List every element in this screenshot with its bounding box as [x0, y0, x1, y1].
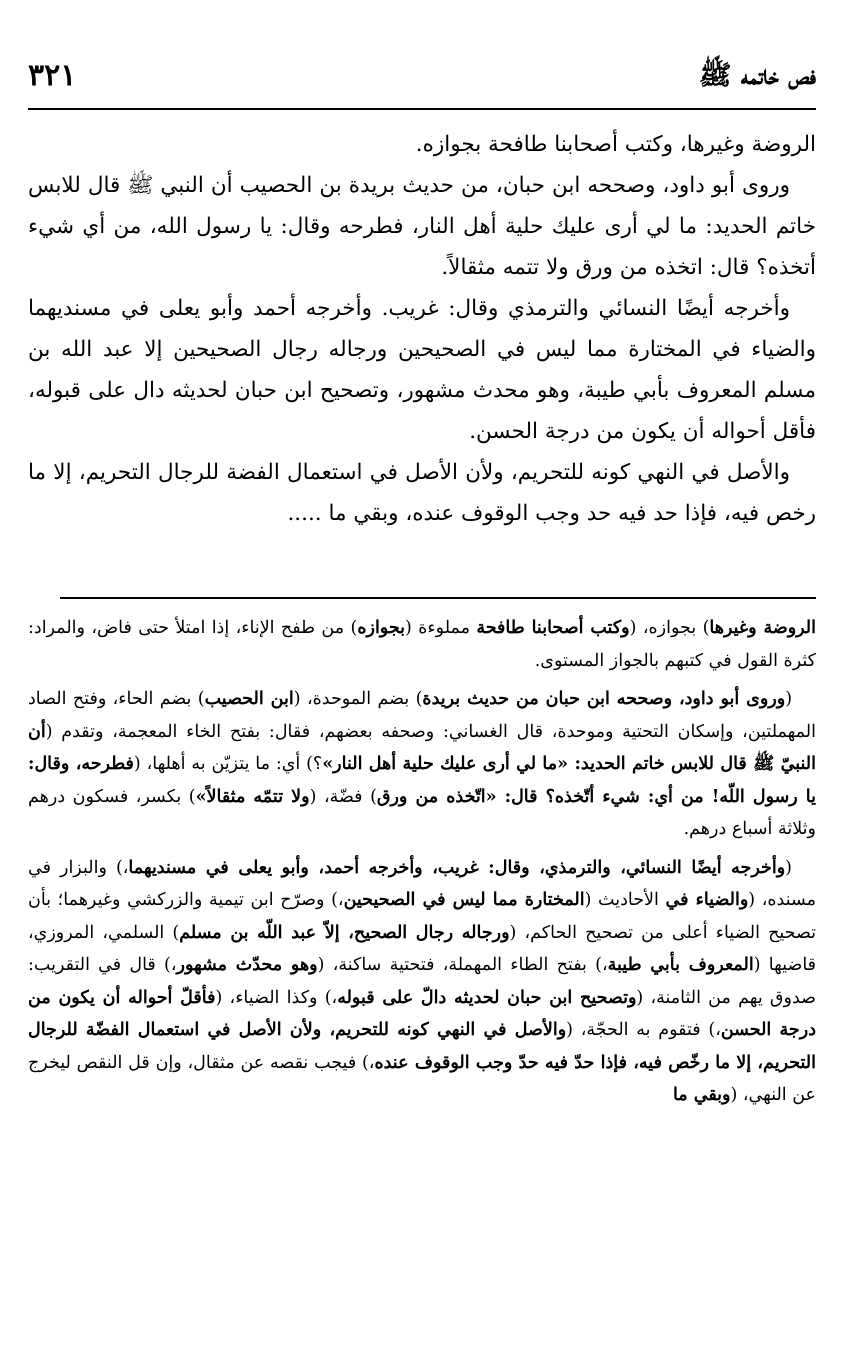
commentary-quoted-text: وأخرجه أيضًا النسائي، والترمذي، وقال: غريب، وأخرجه أحمد، وأبو يعلى في مسنديهما: [128, 857, 786, 878]
commentary-text: ) بكسر، فسكون درهم وثلاثة أسباع درهم.: [28, 786, 816, 839]
commentary-quoted-text: المعروف بأبي طيبة: [607, 955, 754, 975]
commentary-quoted-text: وتصحيح ابن حبان لحديثه دالّ على قبوله: [337, 987, 637, 1008]
commentary-quoted-text: فأقلّ أحواله أن يكون من درجة الحسن: [28, 987, 816, 1040]
commentary-quoted-text: والأصل في النهي كونه للتحريم، ولأن الأصل في استعمال الفضّة للرجال التحريم، إلا ما رخّص فيه، فإذا حدّ فيه حدّ وجب الوقوف عنده: [28, 1020, 816, 1073]
commentary-quoted-text: وهو محدّث مشهور: [176, 955, 318, 975]
commentary-quoted-text: المختارة مما ليس في الصحيحين: [343, 890, 585, 910]
commentary-quoted-text: بجوازه: [357, 618, 406, 638]
commentary-text: الأحاديث (: [584, 890, 666, 910]
commentary-text: مملوءة (: [405, 618, 477, 638]
commentary-text: (: [785, 689, 793, 709]
commentary-text: ) فضّة، (: [309, 786, 377, 807]
commentary-text: ،) والبزار في مسنده، (: [28, 857, 816, 910]
header-divider: [28, 108, 816, 110]
commentary-paragraph: [28, 852, 816, 1112]
commentary-quoted-text: الروضة وغيرها: [709, 618, 816, 638]
main-paragraph: وأخرجه أيضًا النسائي والترمذي وقال: غريب. وأخرجه أحمد وأبو يعلى في مسنديهما والضياء في المختارة مما ليس في الصحيحين ورجاله رجال الصحيحين إلا عبد الله بن مسلم المعروف بأبي طيبة، وهو محدث مشهور، وتصحيح ابن حبان لحديثه دال على قبوله، فأقل أحواله أن يكون من درجة الحسن.: [28, 296, 816, 444]
commentary-text: ،) وكذا الضياء، (: [215, 987, 338, 1008]
commentary-text: ،) وصرّح ابن تيمية والزركشي وغيرهما؛ بأن تصحيح الضياء أعلى من تصحيح الحاكم، (: [28, 890, 816, 943]
commentary-quoted-text: ولا تتمّه مثقالاً»: [195, 786, 310, 807]
commentary-paragraph: [28, 683, 816, 846]
commentary-quoted-text: وروى أبو داود، وصححه ابن حبان من حديث بريدة: [422, 689, 786, 709]
commentary-quoted-text: والضياء في: [665, 890, 749, 910]
commentary-text: ،) فيجب نقصه عن مثقال، وإن قل النقص ليخرج عن النهي، (: [28, 1052, 816, 1105]
commentary-quoted-text: وبقي ما: [672, 1085, 731, 1105]
commentary-text: ) السلمي، المروزي، قاضيها (: [28, 922, 816, 975]
commentary-text: (: [785, 857, 792, 878]
commentary: [28, 612, 816, 1357]
commentary-text: ؟) أي: ما يتزيّن به أهلها، (: [133, 754, 323, 774]
commentary-text: ) بضم الحاء، وفتح الصاد المهملتين، وإسكان التحتية وموحدة، قال الغساني: وصحفه بعضهم، فقال: بفتح الخاء المعجمة، وتقدم (: [28, 689, 816, 742]
main-text: [28, 124, 816, 590]
commentary-quoted-text: ورجاله رجال الصحيح، إلاّ عبد اللّه بن مسلم: [179, 922, 510, 943]
commentary-paragraph: [28, 612, 816, 677]
commentary-text: ) بجوازه، (: [629, 618, 710, 638]
running-header-title: فص خاتمه ﷺ: [698, 60, 816, 91]
commentary-quoted-text: أن النبيّ ﷺ قال للابس خاتم الحديد: «ما لي أرى عليك حلية أهل النار»: [28, 721, 816, 774]
commentary-text: ) بضم الموحدة، (: [293, 689, 423, 709]
main-paragraph: الروضة وغيرها، وكتب أصحابنا طافحة بجوازه.: [415, 132, 816, 157]
page-number: ٣٢١: [28, 58, 77, 93]
commentary-text: ،) بفتح الطاء المهملة، فتحتية ساكنة، (: [317, 955, 608, 975]
commentary-text: ،) قال في التقريب: صدوق يهم من الثامنة، (: [28, 955, 816, 1008]
commentary-divider: [60, 597, 816, 599]
commentary-quoted-text: وكتب أصحابنا طافحة: [476, 618, 630, 638]
commentary-quoted-text: فطرحه، وقال: يا رسول اللّه! من أي: شيء أتّخذه؟ قال: «اتّخذه من ورق: [28, 754, 816, 807]
main-paragraph: والأصل في النهي كونه للتحريم، ولأن الأصل في استعمال الفضة للرجال التحريم، إلا ما رخص فيه، فإذا حد فيه حد وجب الوقوف عنده، وبقي ما .....: [28, 460, 816, 526]
commentary-quoted-text: ابن الحصيب: [204, 689, 294, 709]
main-paragraph: وروى أبو داود، وصححه ابن حبان، من حديث بريدة بن الحصيب أن النبي ﷺ قال للابس خاتم الحديد: ما لي أرى عليك حلية أهل النار، فطرحه وقال: يا رسول الله، من أي شيء أتخذه؟ قال: اتخذه من ورق ولا تتمه مثقالاً.: [28, 173, 816, 280]
commentary-text: ) من طفح الإناء، إذا امتلأ حتى فاض، والمراد: كثرة القول في كتبهم بالجواز المستوى.: [28, 618, 816, 671]
commentary-text: ،) فتقوم به الحجّة، (: [566, 1020, 721, 1040]
